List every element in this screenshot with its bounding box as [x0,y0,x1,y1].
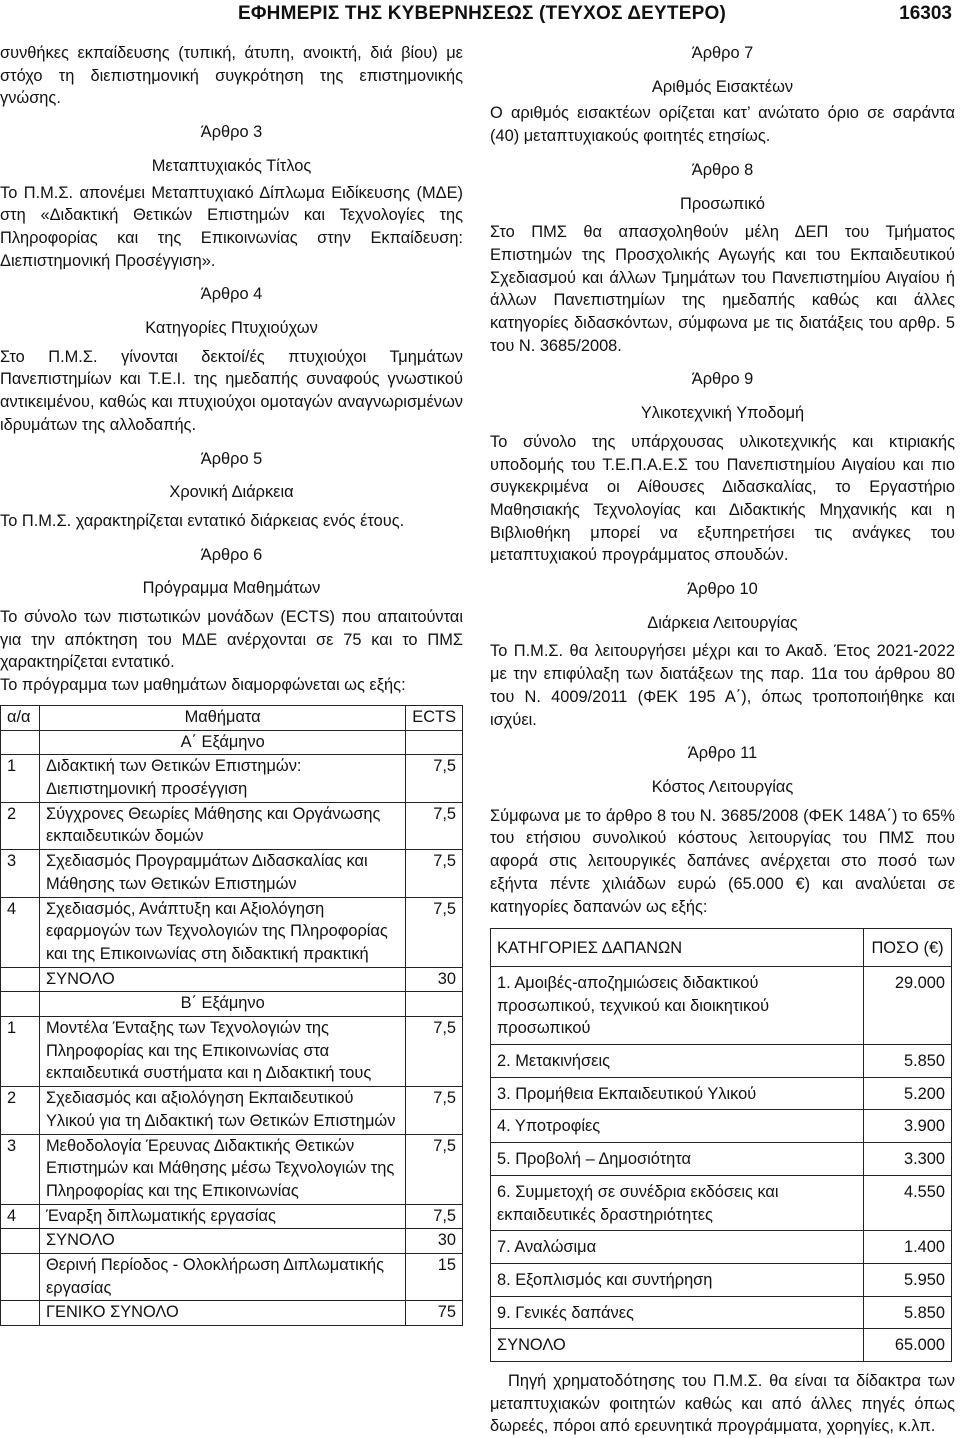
course-name: Σχεδιασμός, Ανάπτυξη και Αξιολόγηση εφαρμογών των Τεχνολογιών της Πληροφορίας και της Επικοινωνίας στη διδακτική πρακτική [40,897,406,967]
table-row [491,1175,952,1230]
table-row [1,1087,463,1134]
semester-b-row [1,992,463,1017]
budget-amount: 5.850 [864,1296,952,1329]
budget-amount: 65.000 [864,1329,952,1362]
article-11-title: Κόστος Λειτουργίας [651,777,794,796]
course-name: Σύγχρονες Θεωρίες Μάθησης και Οργάνωσης εκπαιδευτικών δομών [40,802,406,849]
table-row [491,1263,952,1296]
semester-a-label: Α΄ Εξάμηνο [40,730,406,755]
budget-header-amount: ΠΟΣΟ (€) [864,929,952,967]
article-10-title: Διάρκεια Λειτουργίας [647,613,798,632]
total-label: ΣΥΝΟΛΟ [40,967,406,992]
article-6-text-1: Το σύνολο των πιστωτικών μονάδων (ECTS) που απαιτούνται για την απόκτηση του ΜΔΕ ανέρχονται σε 75 και το ΠΜΣ χαρακτηρίζεται εντατικό. [0,608,463,672]
table-row [491,1110,952,1143]
semester-a-total-row [1,967,463,992]
article-7-number: Άρθρο 7 [691,44,754,62]
grand-total-label: ΓΕΝΙΚΟ ΣΥΝΟΛΟ [40,1301,406,1326]
budget-category: 4. Υποτροφίες [491,1110,864,1143]
course-ects: 7,5 [406,1204,463,1229]
budget-category: 8. Εξοπλισμός και συντήρηση [491,1263,864,1296]
budget-amount: 4.550 [864,1175,952,1230]
course-name: Μεθοδολογία Έρευνας Διδακτικής Θετικών Επιστημών και Μάθησης μέσω Τεχνολογιών της Πληροφορίας και της Επικοινωνίας [40,1134,406,1204]
left-column [0,42,463,1326]
page-header [0,0,960,34]
courses-header-row [1,705,463,730]
course-ects: 7,5 [406,897,463,967]
total-value: 30 [406,967,463,992]
article-10-text: Το Π.Μ.Σ. θα λειτουργήσει μέχρι και το Ακαδ. Έτος 2021-2022 με την επιφύλαξη των διατάξεων της παρ. 11α του άρθρου 80 του Ν. 4009/2011 (ΦΕΚ 195 Α΄), όπως τροποποιήθηκε και ισχύει. [490,642,955,729]
course-name: Μοντέλα Ένταξης των Τεχνολογιών της Πληροφορίας και της Επικοινωνίας στα εκπαιδευτικά συστήματα και η Διδακτική τους [40,1017,406,1087]
budget-category: 2. Μετακινήσεις [491,1045,864,1078]
article-8-text: Στο ΠΜΣ θα απασχοληθούν μέλη ΔΕΠ του Τμήματος Επιστημών της Προσχολικής Αγωγής και του Εκπαιδευτικού Σχεδιασμού και άλλων Τμημάτων του Πανεπιστημίου Αιγαίου ή άλλων Πανεπιστημίων της ημεδαπής καθώς και άλλες κατηγορίες διδασκόντων, σύμφωνα με τις διατάξεις του αρθρ. 5 του Ν. 3685/2008. [490,223,955,355]
col-header-ects: ECTS [406,705,463,730]
article-9-title: Υλικοτεχνική Υποδομή [640,404,805,423]
semester-b-label: Β΄ Εξάμηνο [40,992,406,1017]
page-number: 16303 [899,3,952,24]
row-no: 2 [1,1087,40,1134]
course-name: Έναρξη διπλωματικής εργασίας [40,1204,406,1229]
summer-ects: 15 [406,1254,463,1301]
semester-b-total-row [1,1229,463,1254]
article-7-title: Αριθμός Εισακτέων [651,77,794,96]
grand-total-row [1,1301,463,1326]
course-ects: 7,5 [406,1087,463,1134]
course-name: Διδακτική των Θετικών Επιστημών: Διεπιστημονική προσέγγιση [40,755,406,802]
row-no: 1 [1,755,40,802]
article-11-number: Άρθρο 11 [687,744,758,763]
intro-paragraph: συνθήκες εκπαίδευσης (τυπική, άτυπη, ανοικτή, διά βίου) με στόχο τη διεπιστημονική συγκρότηση της επιστημονικής γνώσης. [0,44,463,108]
table-row [1,850,463,897]
table-row [491,966,952,1044]
gazette-title: ΕΦΗΜΕΡΙΣ ΤΗΣ ΚΥΒΕΡΝΗΣΕΩΣ (ΤΕΥΧΟΣ ΔΕΥΤΕΡΟ) [238,3,726,24]
table-row [491,1045,952,1078]
table-row [1,1017,463,1087]
article-3-number: Άρθρο 3 [200,123,263,142]
article-10-number: Άρθρο 10 [687,580,758,599]
article-4-text: Στο Π.Μ.Σ. γίνονται δεκτοί/ές πτυχιούχοι Τμημάτων Πανεπιστημίων και Τ.Ε.Ι. της ημεδαπής συναφούς γνωστικού αντικειμένου, καθώς και πτυχιούχοι ομοταγών αναγνωρισμένων ιδρυμάτων της αλλοδαπής. [0,347,463,434]
budget-category: 9. Γενικές δαπάνες [491,1296,864,1329]
course-ects: 7,5 [406,755,463,802]
row-no: 2 [1,802,40,849]
row-no: 3 [1,850,40,897]
article-4-title: Κατηγορίες Πτυχιούχων [145,319,318,338]
row-no: 3 [1,1134,40,1204]
course-ects: 7,5 [406,802,463,849]
budget-amount: 5.200 [864,1077,952,1110]
total-label: ΣΥΝΟΛΟ [40,1229,406,1254]
budget-amount: 5.950 [864,1263,952,1296]
table-row [491,1077,952,1110]
funding-source-text: Πηγή χρηματοδότησης του Π.Μ.Σ. θα είναι τα δίδακτρα των μεταπτυχιακών φοιτητών καθώς και από άλλες πηγές όπως δωρεές, πόροι από ερευνητικά προγράμματα, χορηγίες, κ.λπ. [490,1372,955,1436]
article-3-text: Το Π.Μ.Σ. απονέμει Μεταπτυχιακό Δίπλωμα Ειδίκευσης (ΜΔΕ) στη «Διδακτική Θετικών Επιστημών και Τεχνολογίες της Πληροφορίας και της Επικοινωνίας στην Εκπαίδευση: Διεπιστημονική Προσέγγιση». [0,183,463,270]
article-4-number: Άρθρο 4 [200,285,263,304]
course-ects: 7,5 [406,1134,463,1204]
article-11-text: Σύμφωνα με το άρθρο 8 του Ν. 3685/2008 (ΦΕΚ 148Α΄) το 65% του ετήσιου συνολικού κόστους λειτουργίας του ΠΜΣ που αφορά στις λειτουργικές δαπάνες ανέρχεται στο ποσό των εξήντα πέντε χιλιάδων ευρώ (65.000 €) και αναλύεται σε κατηγορίες δαπανών ως εξής: [490,806,955,916]
budget-category: 7. Αναλώσιμα [491,1231,864,1264]
table-row [1,897,463,967]
courses-table [0,705,463,1326]
budget-header-row [491,929,952,967]
course-name: Σχεδιασμός Προγραμμάτων Διδασκαλίας και Μάθησης των Θετικών Επιστημών [40,850,406,897]
article-9-number: Άρθρο 9 [691,370,754,389]
col-header-no: α/α [1,705,40,730]
col-header-course: Μαθήματα [40,705,406,730]
article-6-text-2: Το πρόγραμμα των μαθημάτων διαμορφώνεται ως εξής: [0,676,406,695]
budget-total-row [491,1329,952,1362]
article-7-text: Ο αριθμός εισακτέων ορίζεται κατ’ ανώτατο όριο σε σαράντα (40) μεταπτυχιακούς φοιτητές ετησίως. [490,104,955,146]
budget-header-category: ΚΑΤΗΓΟΡΙΕΣ ΔΑΠΑΝΩΝ [491,929,864,967]
article-3-title: Μεταπτυχιακός Τίτλος [151,156,312,175]
budget-amount: 3.900 [864,1110,952,1143]
row-no: 4 [1,897,40,967]
table-row [1,1134,463,1204]
article-5-number: Άρθρο 5 [200,449,263,468]
course-name: Σχεδιασμός και αξιολόγηση Εκπαιδευτικού Υλικού για τη Διδακτική των Θετικών Επιστημών [40,1087,406,1134]
budget-category: ΣΥΝΟΛΟ [491,1329,864,1362]
table-row [1,1204,463,1229]
table-row [491,1143,952,1176]
course-ects: 7,5 [406,1017,463,1087]
right-column [490,42,955,1438]
budget-amount: 3.300 [864,1143,952,1176]
total-value: 30 [406,1229,463,1254]
semester-a-row [1,730,463,755]
summer-course-name: Θερινή Περίοδος - Ολοκλήρωση Διπλωματικής εργασίας [40,1254,406,1301]
article-6-number: Άρθρο 6 [200,545,263,564]
article-8-number: Άρθρο 8 [691,160,754,179]
budget-amount: 5.850 [864,1045,952,1078]
table-row [491,1296,952,1329]
article-5-title: Χρονική Διάρκεια [169,483,294,502]
article-9-text: Το σύνολο της υπάρχουσας υλικοτεχνικής και κτιριακής υποδομής του Τ.Ε.Π.Α.Ε.Σ του Πανεπιστημίου Αιγαίου και πιο συγκεκριμένα οι Αίθουσες Διδασκαλίας, το Εργαστήριο Μαθησιακής Τεχνολογίας και Διδακτικής Μηχανικής και η Βιβλιοθήκη μπορεί να εξυπηρετήσει τις ανάγκες του μεταπτυχιακού προγράμματος σπουδών. [490,432,955,565]
article-6-title: Πρόγραμμα Μαθημάτων [142,579,321,598]
grand-total-value: 75 [406,1301,463,1326]
budget-category: 3. Προμήθεια Εκπαιδευτικού Υλικού [491,1077,864,1110]
budget-category: 1. Αμοιβές-αποζημιώσεις διδακτικού προσωπικού, τεχνικού και διοικητικού προσωπικού [491,966,864,1044]
budget-category: 6. Συμμετοχή σε συνέδρια εκδόσεις και εκπαιδευτικές δραστηριότητες [491,1175,864,1230]
budget-amount: 1.400 [864,1231,952,1264]
table-row [491,1231,952,1264]
budget-category: 5. Προβολή – Δημοσιότητα [491,1143,864,1176]
budget-amount: 29.000 [864,966,952,1044]
article-5-text: Το Π.Μ.Σ. χαρακτηρίζεται εντατικό διάρκειας ενός έτους. [0,511,405,530]
article-8-title: Προσωπικό [679,194,766,213]
summer-row [1,1254,463,1301]
table-row [1,755,463,802]
course-ects: 7,5 [406,850,463,897]
row-no: 1 [1,1017,40,1087]
table-row [1,802,463,849]
row-no: 4 [1,1204,40,1229]
budget-table [490,928,952,1362]
